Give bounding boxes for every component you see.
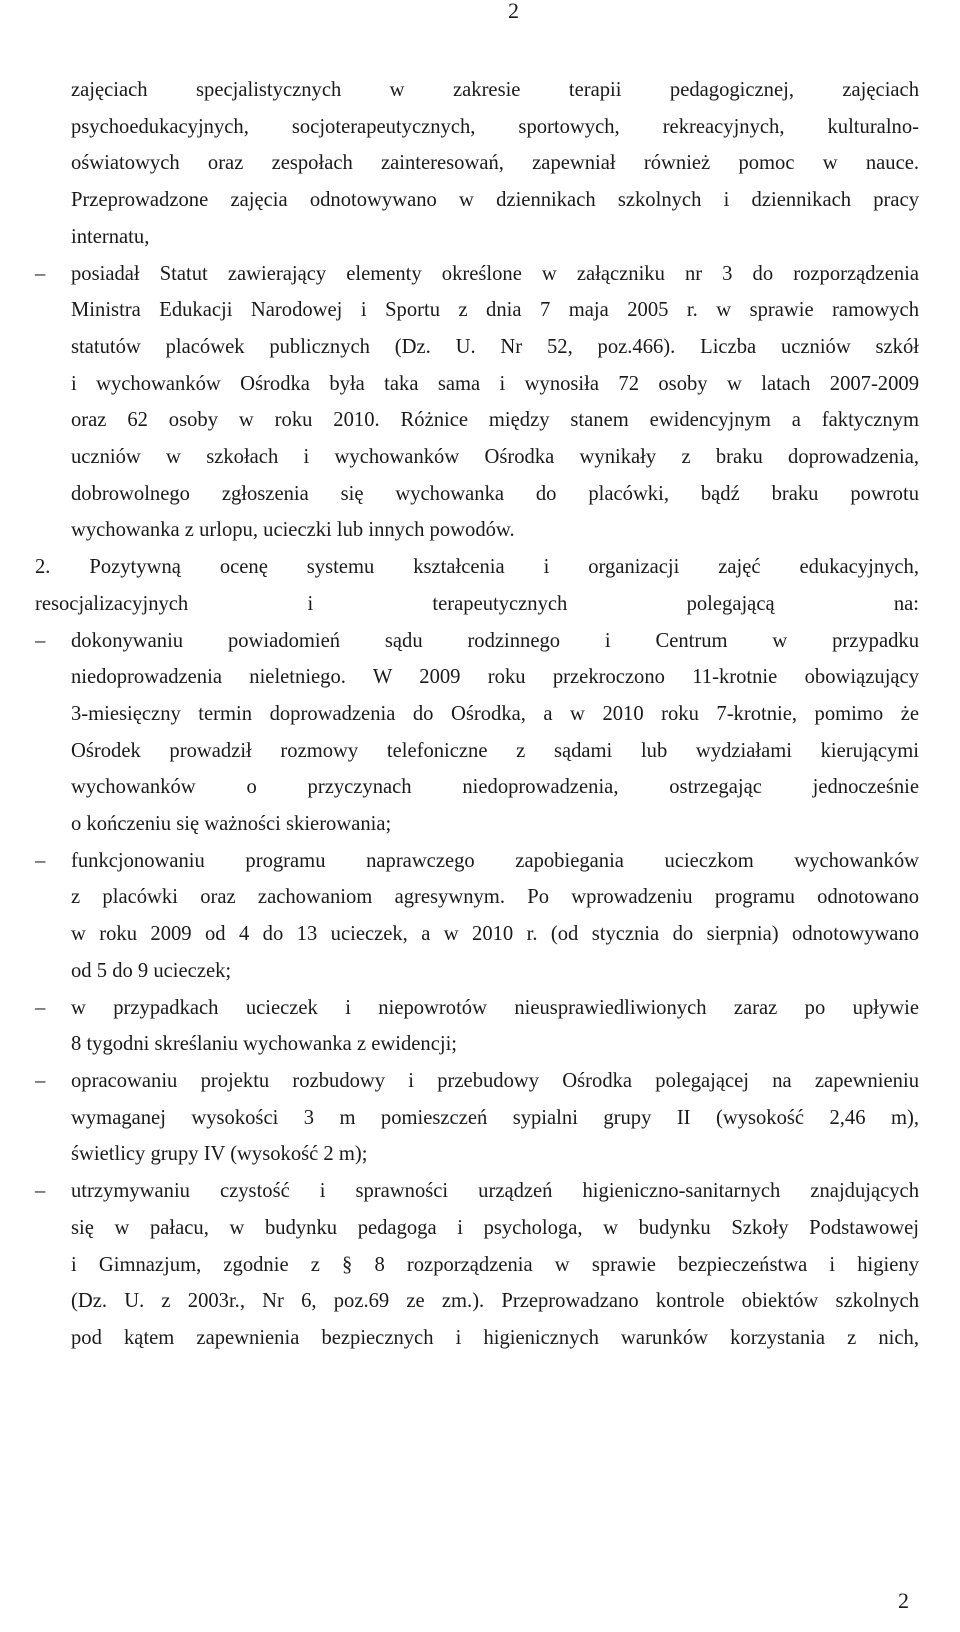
text-line: pod kątem zapewnienia bezpiecznych i higienicznych warunków korzystania z nich, [71,1326,919,1349]
dash-bullet: – [35,1069,46,1092]
dash-bullet: – [35,262,46,285]
text-line: Przeprowadzone zajęcia odnotowywano w dziennikach szkolnych i dziennikach pracy [71,189,919,212]
text-line: w roku 2009 od 4 do 13 ucieczek, a w 2010 r. (od stycznia do sierpnia) odnotowywano [71,923,919,946]
text-line: dokonywaniu powiadomień sądu rodzinnego i Centrum w przypadku [71,629,919,652]
dash-bullet: – [35,1180,46,1203]
text-line: psychoedukacyjnych, socjoterapeutycznych, sportowych, rekreacyjnych, kulturalno- [71,115,919,138]
text-line: Ministra Edukacji Narodowej i Sportu z dnia 7 maja 2005 r. w sprawie ramowych [71,299,919,322]
text-line: internatu, [71,225,150,248]
text-line: wymaganej wysokości 3 m pomieszczeń sypialni grupy II (wysokość 2,46 m), [71,1106,919,1129]
text-line: wychowanków o przyczynach niedoprowadzenia, ostrzegając jednocześnie [71,776,919,799]
list-item [35,1173,919,1357]
list-item [35,623,919,843]
list-item-statut [35,256,919,550]
page-number-bottom: 2 [898,1588,909,1613]
text-line: opracowaniu projektu rozbudowy i przebudowy Ośrodka polegającej na zapewnieniu [71,1069,919,1092]
text-line: i Gimnazjum, zgodnie z § 8 rozporządzenia w sprawie bezpieczeństwa i higieny [71,1253,919,1276]
text-line: z placówki oraz zachowaniom agresywnym. Po wprowadzeniu programu odnotowano [71,886,919,909]
text-line: statutów placówek publicznych (Dz. U. Nr 52, poz.466). Liczba uczniów szkół [71,335,919,358]
text-line: niedoprowadzenia nieletniego. W 2009 roku przekroczono 11-krotnie obowiązujący [71,666,919,689]
text-line: świetlicy grupy IV (wysokość 2 m); [71,1143,368,1166]
text-line: od 5 do 9 ucieczek; [71,959,232,982]
dash-bullet: – [35,849,46,872]
text-line: oraz 62 osoby w roku 2010. Różnice między stanem ewidencyjnym a faktycznym [71,409,919,432]
dash-bullet: – [35,629,46,652]
text-line: wychowanka z urlopu, ucieczki lub innych powodów. [71,519,515,542]
text-line: i wychowanków Ośrodka była taka sama i wynosiła 72 osoby w latach 2007-2009 [71,372,919,395]
text-line: utrzymywaniu czystość i sprawności urządzeń higieniczno-sanitarnych znajdujących [71,1180,919,1203]
text-line: dobrowolnego zgłoszenia się wychowanka do placówki, bądź braku powrotu [71,482,919,505]
page-number-top: 2 [508,0,519,23]
text-line: (Dz. U. z 2003r., Nr 6, poz.69 ze zm.). Przeprowadzano kontrole obiektów szkolnych [71,1290,919,1313]
text-line: zajęciach specjalistycznych w zakresie terapii pedagogicznej, zajęciach [71,79,919,101]
intro-paragraph [35,72,919,256]
text-line: Ośrodek prowadził rozmowy telefoniczne z sądami lub wydziałami kierującymi [71,739,919,762]
list-item [35,1063,919,1173]
dash-bullet: – [35,996,46,1019]
text-line: się w pałacu, w budynku pedagoga i psychologa, w budynku Szkoły Podstawowej [71,1216,919,1239]
text-line: oświatowych oraz zespołach zainteresowań, zapewniał również pomoc w nauce. [71,152,919,175]
document-body [35,72,919,1357]
list-item [35,990,919,1063]
text-line: uczniów w szkołach i wychowanków Ośrodka wynikały z braku doprowadzenia, [71,446,919,469]
list-item [35,843,919,990]
text-line: posiadał Statut zawierający elementy określone w załączniku nr 3 do rozporządzenia [71,262,919,285]
section-heading-line: 2. Pozytywną ocenę systemu kształcenia i organizacji zajęć edukacyjnych, [35,556,919,579]
text-line: funkcjonowaniu programu naprawczego zapobiegania ucieczkom wychowanków [71,849,919,872]
section-2-list [35,623,919,1357]
text-line: 3-miesięczny termin doprowadzenia do Ośrodka, a w 2010 roku 7-krotnie, pomimo że [71,702,919,725]
text-line: w przypadkach ucieczek i niepowrotów nieusprawiedliwionych zaraz po upływie [71,996,919,1019]
text-line: 8 tygodni skreślaniu wychowanka z ewidencji; [71,1033,458,1056]
section-2 [35,549,919,622]
section-heading-line: resocjalizacyjnych i terapeutycznych polegającą na: [35,592,919,615]
text-line: o kończeniu się ważności skierowania; [71,813,392,836]
